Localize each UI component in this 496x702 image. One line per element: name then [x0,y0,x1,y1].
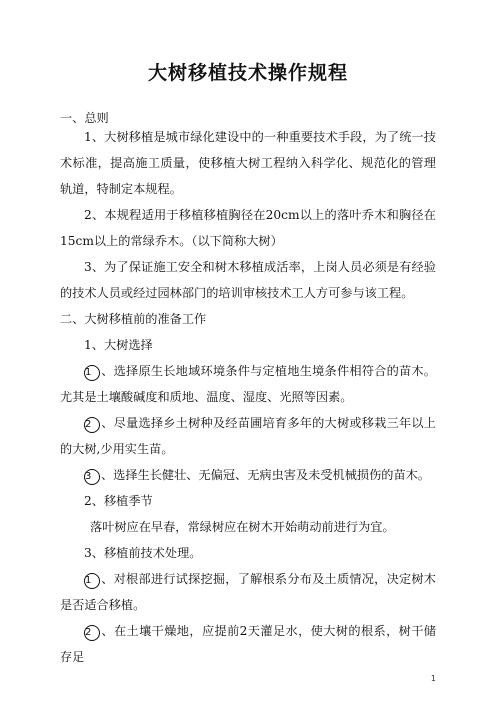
list-item [60,566,436,618]
page-number: 1 [430,674,436,683]
list-item-text: 、尽量选择乡土树种及经苗圃培育多年的大树或移栽三年以上的大树,少用实生苗。 [60,416,436,456]
list-item [60,618,436,670]
circled-number-1: 1 [84,365,100,381]
section-1-paragraph-3: 3、为了保证施工安全和树木移植成活率，上岗人员必须是有经验的技术人员或经过园林部门的培训审核技术工人方可参与该工程。 [60,260,436,300]
section-2-heading: 二、大树移植前的准备工作 [60,312,207,326]
section-1-paragraph-2: 2、本规程适用于移植移植胸径在20cm以上的落叶乔木和胸径在15cm以上的常绿乔木。（以下简称大树） [60,208,436,248]
subsection-transplant-season: 2、移植季节 [84,494,153,508]
list-item-text: 、对根部进行试探挖掘，了解根系分布及土质情况，决定树木是否适合移植。 [60,572,436,612]
transplant-season-text: 落叶树应在早春，常绿树应在树木开始萌动前进行为宜。 [90,520,395,534]
circled-number-3: 3 [84,469,100,485]
list-item [60,358,436,410]
list-item [60,462,436,488]
document-title: 大树移植技术操作规程 [147,62,348,84]
section-1-heading: 一、总则 [60,111,109,125]
subsection-pre-transplant-treatment: 3、移植前技术处理。 [84,546,202,560]
subsection-tree-selection: 1、大树选择 [84,338,153,352]
list-item-text: 、在土壤干燥地，应提前2天灌足水，使大树的根系，树干储存足 [60,624,436,664]
list-item [60,410,436,462]
list-item-text: 、选择生长健壮、无偏冠、无病虫害及未受机械损伤的苗木。 [101,468,431,482]
circled-number-2: 2 [84,625,100,641]
list-item-text: 、选择原生长地域环境条件与定植地生境条件相符合的苗木。尤其是土壤酸碱度和质地、温度、湿度、光照等因素。 [60,364,436,404]
circled-number-2: 2 [84,417,100,433]
section-1-paragraph-1: 1、大树移植是城市绿化建设中的一种重要技术手段，为了统一技术标准，提高施工质量，使移植大树工程纳入科学化、规范化的管理轨道，特制定本规程。 [60,130,436,196]
circled-number-1: 1 [84,573,100,589]
